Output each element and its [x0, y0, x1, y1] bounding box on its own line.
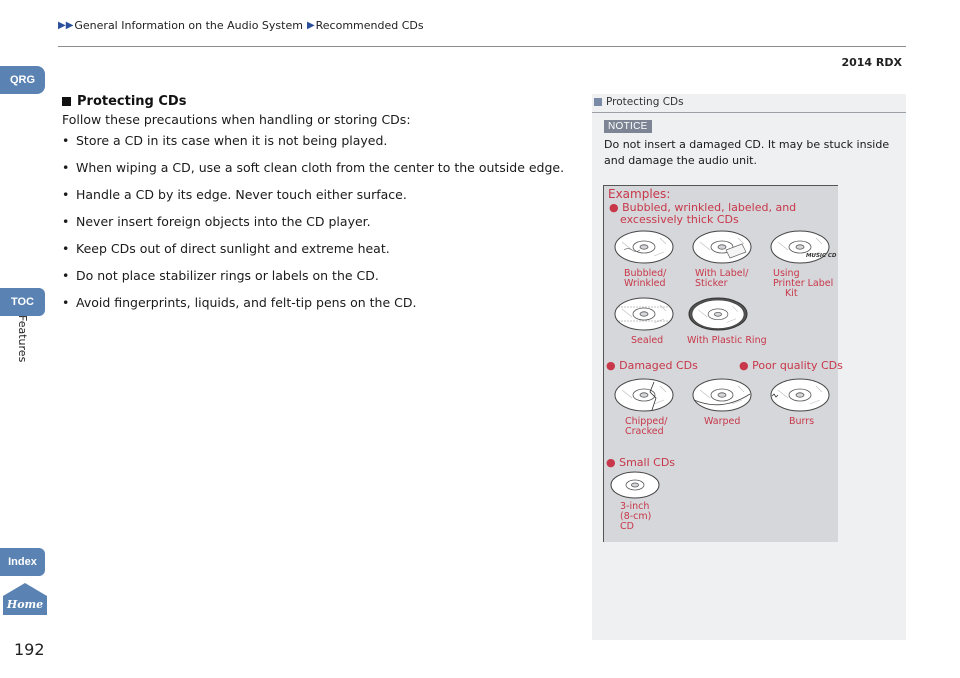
warped-label: Warped: [704, 416, 741, 427]
bullet-icon: ●: [609, 201, 619, 214]
bullet-icon: •: [62, 241, 70, 256]
small-cd-icon: [610, 470, 662, 500]
label-line: Chipped/: [625, 416, 668, 427]
section-label: Features: [16, 315, 29, 363]
examples-title: Examples:: [608, 187, 671, 201]
breadcrumb-arrow-icon: ▶: [306, 20, 315, 31]
burrs-cd-icon: [770, 378, 832, 414]
small-cds-title: [606, 456, 675, 469]
label-line: Wrinkled: [624, 278, 666, 289]
damaged-title-text: Damaged CDs: [619, 359, 698, 372]
intro-text: Follow these precautions when handling or storing CDs:: [62, 112, 411, 127]
damaged-title: [606, 359, 698, 372]
bullet-icon: •: [62, 133, 70, 148]
breadcrumb: [58, 19, 424, 32]
panel-header-text: Protecting CDs: [606, 96, 684, 108]
printer-label-label: [773, 269, 833, 299]
label-line: 3-inch: [620, 501, 650, 512]
list-item-text: Store a CD in its case when it is not being played.: [76, 133, 388, 148]
note-marker-icon: [594, 98, 602, 106]
bullet-icon: ●: [739, 359, 749, 372]
section-title-text: Protecting CDs: [77, 94, 187, 109]
home-icon: [2, 582, 48, 616]
index-tab[interactable]: Index: [0, 548, 45, 576]
header-divider: [58, 46, 906, 47]
bullet-icon: •: [62, 268, 70, 283]
small-cds-title-text: Small CDs: [619, 456, 676, 469]
bullet-icon: •: [62, 187, 70, 202]
list-item-text: Never insert foreign objects into the CD player.: [76, 214, 371, 229]
notice-badge: NOTICE: [604, 120, 652, 133]
label-line: CD: [620, 521, 634, 532]
bubbled-cd-icon: [614, 230, 676, 266]
list-item: [62, 295, 582, 322]
printer-label-cd-icon: [770, 230, 837, 266]
group1-title: [609, 202, 796, 226]
label-line: Printer Label: [773, 278, 834, 289]
section-title: [62, 94, 186, 109]
page-number: 192: [14, 640, 45, 659]
toc-tab[interactable]: TOC: [0, 288, 45, 316]
small-cd-label: [620, 502, 651, 532]
list-item-text: Avoid fingerprints, liquids, and felt-tip pens on the CD.: [76, 295, 417, 310]
sealed-label: Sealed: [631, 335, 664, 346]
qrg-tab[interactable]: QRG: [0, 66, 45, 94]
list-item-text: Keep CDs out of direct sunlight and extreme heat.: [76, 241, 390, 256]
list-item-text: When wiping a CD, use a soft clean cloth from the center to the outside edge.: [76, 160, 565, 175]
home-button[interactable]: [2, 582, 48, 616]
model-label: 2014 RDX: [841, 56, 902, 69]
notice-text: Do not insert a damaged CD. It may be stuck inside and damage the audio unit.: [604, 138, 890, 167]
section-square-icon: [62, 97, 71, 106]
list-item: [62, 268, 582, 295]
label-line: Cracked: [625, 426, 664, 437]
plastic-ring-label: With Plastic Ring: [687, 335, 767, 346]
poor-quality-title: [739, 359, 843, 372]
panel-divider: [592, 112, 906, 113]
bullet-icon: ●: [606, 456, 616, 469]
warped-cd-icon: [692, 378, 754, 414]
list-item: [62, 214, 582, 241]
poor-quality-title-text: Poor quality CDs: [752, 359, 843, 372]
labeled-cd-icon: [692, 230, 754, 266]
panel-header: [592, 96, 684, 108]
bullet-icon: •: [62, 295, 70, 310]
label-line: Bubbled/: [624, 268, 667, 279]
breadcrumb-arrow-icon: ▶▶: [58, 20, 74, 31]
precautions-list: [62, 133, 582, 322]
label-line: Sticker: [695, 278, 728, 289]
burrs-label: Burrs: [789, 416, 815, 427]
group1-title-line2: excessively thick CDs: [620, 213, 739, 226]
list-item-text: Do not place stabilizer rings or labels on the CD.: [76, 268, 379, 283]
group1-title-line1: Bubbled, wrinkled, labeled, and: [622, 201, 797, 214]
list-item: [62, 160, 582, 187]
label-line: Using: [773, 268, 800, 279]
sealed-cd-icon: [614, 297, 676, 333]
list-item: [62, 241, 582, 268]
label-line: (8-cm): [620, 511, 652, 522]
label-line: With Label/: [695, 268, 749, 279]
breadcrumb-item-recommended-cds[interactable]: Recommended CDs: [315, 19, 424, 32]
bullet-icon: ●: [606, 359, 616, 372]
plastic-ring-cd-icon: [688, 297, 750, 333]
bullet-icon: •: [62, 214, 70, 229]
bubbled-label: [624, 269, 666, 289]
home-label: Home: [6, 598, 44, 611]
breadcrumb-item-audio-system[interactable]: General Information on the Audio System: [74, 19, 303, 32]
list-item: [62, 133, 582, 160]
list-item-text: Handle a CD by its edge. Never touch either surface.: [76, 187, 407, 202]
music-cd-text: MUSIC CD: [806, 253, 837, 259]
chipped-label: [625, 417, 667, 437]
list-item: [62, 187, 582, 214]
bullet-icon: •: [62, 160, 70, 175]
label-sticker-label: [695, 269, 748, 289]
chipped-cd-icon: [614, 378, 676, 414]
label-line: Kit: [785, 288, 798, 299]
